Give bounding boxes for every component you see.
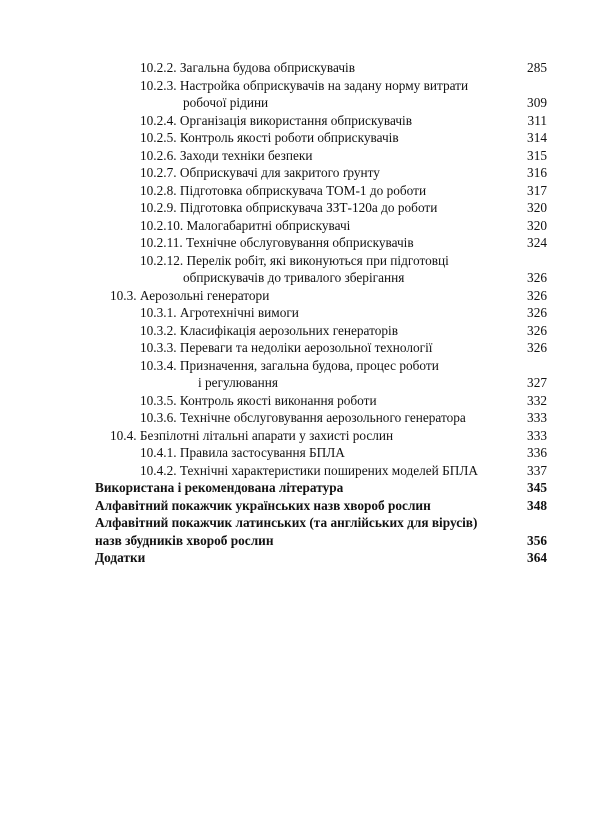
- toc-entry-page: 285: [527, 60, 547, 75]
- toc-entry: [0, 252, 600, 287]
- toc-entry: [0, 409, 600, 427]
- toc-entry-title: 10.2.4. Організація використання обприскувачів: [140, 112, 413, 128]
- toc-entry: [0, 129, 600, 147]
- toc-entry-page: 333: [527, 410, 547, 425]
- toc-entry: [0, 287, 600, 305]
- toc-entry-title: 10.2.10. Малогабаритні обприскувачі: [140, 217, 351, 233]
- toc-entry: [0, 304, 600, 322]
- toc-entry-title: 10.3.2. Класифікація аерозольних генераторів: [140, 322, 398, 338]
- toc-entry-title: 10.3.1. Агротехнічні вимоги: [140, 305, 299, 320]
- toc-entry-page: 326: [527, 270, 547, 285]
- toc-entry-page: 314: [527, 130, 547, 145]
- toc-entry: [0, 77, 600, 112]
- toc-entry: [0, 339, 600, 357]
- toc-entry-title: Алфавітний покажчик латинських (та англійських для вірусів): [95, 515, 478, 530]
- toc-entry-title-continued: назв збудників хвороб рослин: [95, 532, 274, 548]
- toc-entry: [0, 199, 600, 217]
- toc-entry-page: 324: [527, 235, 547, 250]
- toc-entry: [0, 427, 600, 445]
- toc-entry-page: 327: [527, 375, 547, 390]
- toc-entry-page: 309: [527, 95, 547, 110]
- toc-entry-title: 10.3.3. Переваги та недоліки аерозольної технології: [140, 340, 433, 355]
- toc-entry-page: 348: [527, 497, 547, 513]
- toc-entry-page: 337: [527, 462, 547, 478]
- toc-entry: [0, 322, 600, 340]
- toc-entry-page: 317: [527, 182, 547, 198]
- toc-entry-title: 10.3.4. Призначення, загальна будова, процес роботи: [140, 357, 439, 373]
- toc-entry: [0, 462, 600, 480]
- toc-entry-title: Використана і рекомендована література: [95, 480, 344, 495]
- toc-entry-page: 320: [527, 200, 547, 215]
- toc-entry: [0, 549, 600, 567]
- toc-entry-title-continued: і регулювання: [198, 375, 279, 390]
- toc-entry-title-continued: обприскувачів до тривалого зберігання: [183, 270, 405, 285]
- toc-entry-page: 364: [527, 550, 547, 565]
- toc-entry-page: 311: [527, 112, 547, 128]
- toc-entry: [0, 514, 600, 549]
- toc-entry-title: 10.3.5. Контроль якості виконання роботи: [140, 392, 377, 408]
- toc-entry-title: 10.2.8. Підготовка обприскувача ТОМ-1 до роботи: [140, 182, 427, 198]
- toc-entry-page: 320: [527, 217, 547, 233]
- toc-entry-title: 10.2.9. Підготовка обприскувача ЗЗТ-120а до роботи: [140, 200, 438, 215]
- toc-entry-title: 10.4.1. Правила застосування БПЛА: [140, 445, 345, 460]
- toc-entry: [0, 164, 600, 182]
- toc-entry-page: 336: [527, 445, 547, 460]
- toc-entry-title: Додатки: [95, 550, 146, 565]
- toc-entry-page: 326: [527, 287, 547, 303]
- toc-entry: [0, 217, 600, 235]
- toc-entry-page: 333: [527, 427, 547, 443]
- toc-entry-page: 326: [527, 305, 547, 320]
- toc-entry-title-continued: робочої рідини: [183, 95, 269, 110]
- toc-entry-page: 315: [527, 147, 547, 163]
- toc-entry: [0, 182, 600, 200]
- toc-entry-title: 10.2.7. Обприскувачі для закритого ґрунту: [140, 165, 380, 180]
- toc-entry-page: 316: [527, 165, 547, 180]
- toc-entry: [0, 234, 600, 252]
- toc-entry-page: 332: [527, 392, 547, 408]
- toc-entry-page: 326: [527, 340, 547, 355]
- toc-entry: [0, 444, 600, 462]
- toc-entry: [0, 497, 600, 515]
- toc-entry-title: 10.4. Безпілотні літальні апарати у захисті рослин: [110, 427, 394, 443]
- toc-entry-title: 10.2.5. Контроль якості роботи обприскувачів: [140, 130, 399, 145]
- toc-entry: [0, 59, 600, 77]
- toc-entry-page: 356: [527, 532, 547, 548]
- toc-entry-title: 10.4.2. Технічні характеристики поширених моделей БПЛА: [140, 462, 478, 478]
- toc-entry-title: 10.3. Аерозольні генератори: [110, 287, 270, 303]
- toc-entry: [0, 147, 600, 165]
- toc-entry-title: 10.3.6. Технічне обслуговування аерозольного генератора: [140, 410, 466, 425]
- toc-entry: [0, 392, 600, 410]
- toc-entry: [0, 112, 600, 130]
- toc-entry: [0, 357, 600, 392]
- toc-entry-title: 10.2.11. Технічне обслуговування обприскувачів: [140, 235, 414, 250]
- toc-entry-title: 10.2.6. Заходи техніки безпеки: [140, 147, 313, 163]
- toc-entry-title: 10.2.12. Перелік робіт, які виконуються при підготовці: [140, 252, 449, 268]
- toc-entry-title: 10.2.2. Загальна будова обприскувачів: [140, 60, 356, 75]
- toc-entry-page: 345: [527, 480, 547, 495]
- toc-entry-title: Алфавітний покажчик українських назв хвороб рослин: [95, 497, 431, 513]
- toc-entry-page: 326: [527, 322, 547, 338]
- toc-entry: [0, 479, 600, 497]
- toc-entry-title: 10.2.3. Настройка обприскувачів на задану норму витрати: [140, 77, 469, 93]
